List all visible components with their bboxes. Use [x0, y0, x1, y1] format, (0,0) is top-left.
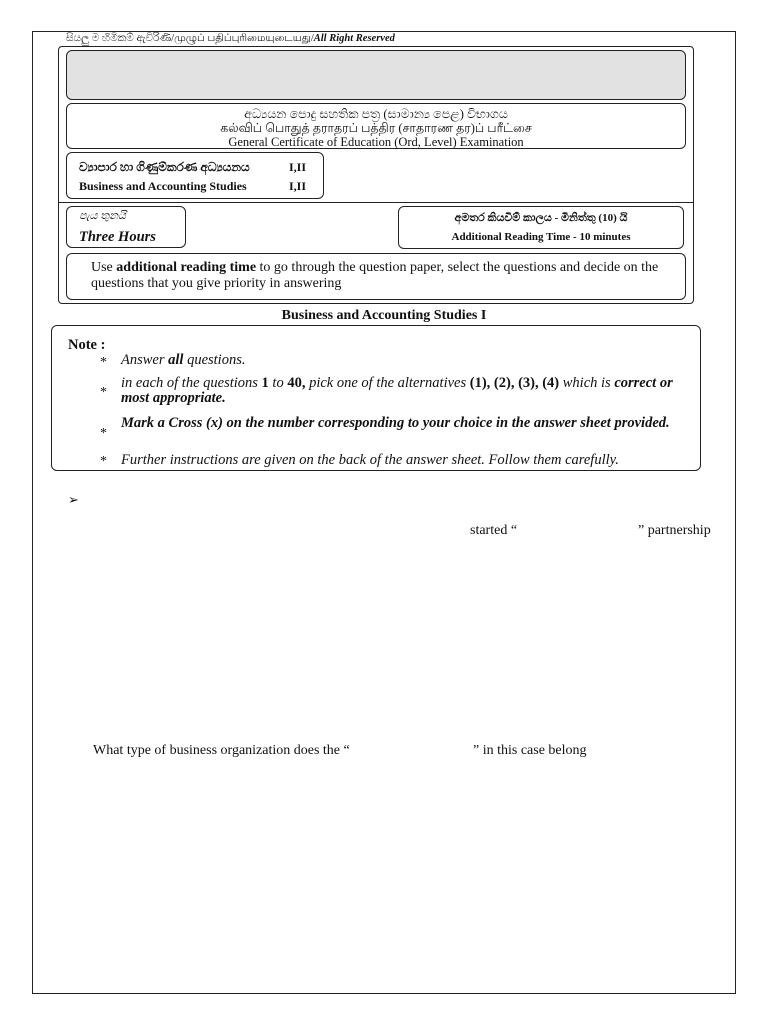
rights-native: සියලු ම හිමිකම් ඇවිරිණි/முழுப் பதிப்புரிமையுடையது: [66, 33, 311, 44]
instruction-box: [66, 253, 686, 300]
reading-time-box: [398, 206, 684, 249]
exam-title-tamil: கல்விப் பொதுத் தராதரப் பத்திர (சாதாரண தர)ப் பரீட்சை: [220, 121, 532, 135]
note-item-2: in each of the questions 1 to 40, pick one of the alternatives (1), (2), (3), (4) which is correct or most appropriate.: [121, 375, 673, 406]
subject-english: Business and Accounting Studies: [79, 179, 247, 193]
instruction-bold: additional reading time: [116, 260, 257, 275]
note-bullet: *: [100, 426, 107, 441]
time-box: [66, 206, 186, 248]
reading-time-sinhala: අමතර කියවීම් කාලය - මිනිත්තු (10) යි: [454, 212, 628, 224]
reading-time-english: Additional Reading Time - 10 minutes: [451, 231, 631, 243]
subject-sinhala-papers: I,II: [289, 160, 307, 174]
time-english: Three Hours: [79, 229, 156, 245]
note-bullet: *: [100, 385, 107, 400]
subject-box: [66, 152, 324, 199]
question-text-end: ” in this case belong: [473, 743, 587, 758]
note-item-4: Further instructions are given on the back of the answer sheet. Follow them carefully.: [121, 452, 619, 468]
note-item-1: Answer all questions.: [121, 352, 246, 368]
note-label: Note :: [68, 337, 106, 353]
instruction-pre: Use: [91, 260, 117, 275]
instruction-post: to go through the question paper, select the questions and decide on the questions that you give priority in answering: [91, 260, 659, 291]
note-bullet: *: [100, 355, 107, 370]
header-divider: [58, 202, 694, 203]
exam-title-sinhala: අධ්‍යයන පොදු සහතික පත්‍ර (සාමාන්‍ය පෙළ) විභාගය: [244, 107, 508, 121]
time-sinhala: පැය තුනයි: [79, 210, 126, 222]
header-grey-bar: [66, 50, 686, 100]
exam-title-box: [66, 103, 686, 149]
note-box: [51, 325, 701, 471]
note-item-3: Mark a Cross (x) on the number corresponding to your choice in the answer sheet provided.: [121, 415, 670, 431]
copyright-line: සියලු ම හිමිකම් ඇවිරිණි/முழுப் பதிப்புரிமையுடையது/All Right Reserved: [66, 33, 395, 44]
exam-title-english: General Certificate of Education (Ord, Level) Examination: [228, 135, 524, 149]
rights-english: All Right Reserved: [313, 33, 395, 44]
body-text-partnership: ” partnership: [638, 523, 711, 538]
paper-title: Business and Accounting Studies I: [281, 308, 487, 323]
body-text-started: started “: [470, 523, 518, 538]
subject-sinhala: ව්‍යාපාර හා ගිණුම්කරණ අධ්‍යයනය: [79, 160, 250, 174]
subject-english-papers: I,II: [289, 179, 307, 193]
arrow-bullet-icon: ➢: [68, 492, 79, 507]
question-text: What type of business organization does the “: [93, 743, 350, 758]
note-bullet: *: [100, 454, 107, 469]
